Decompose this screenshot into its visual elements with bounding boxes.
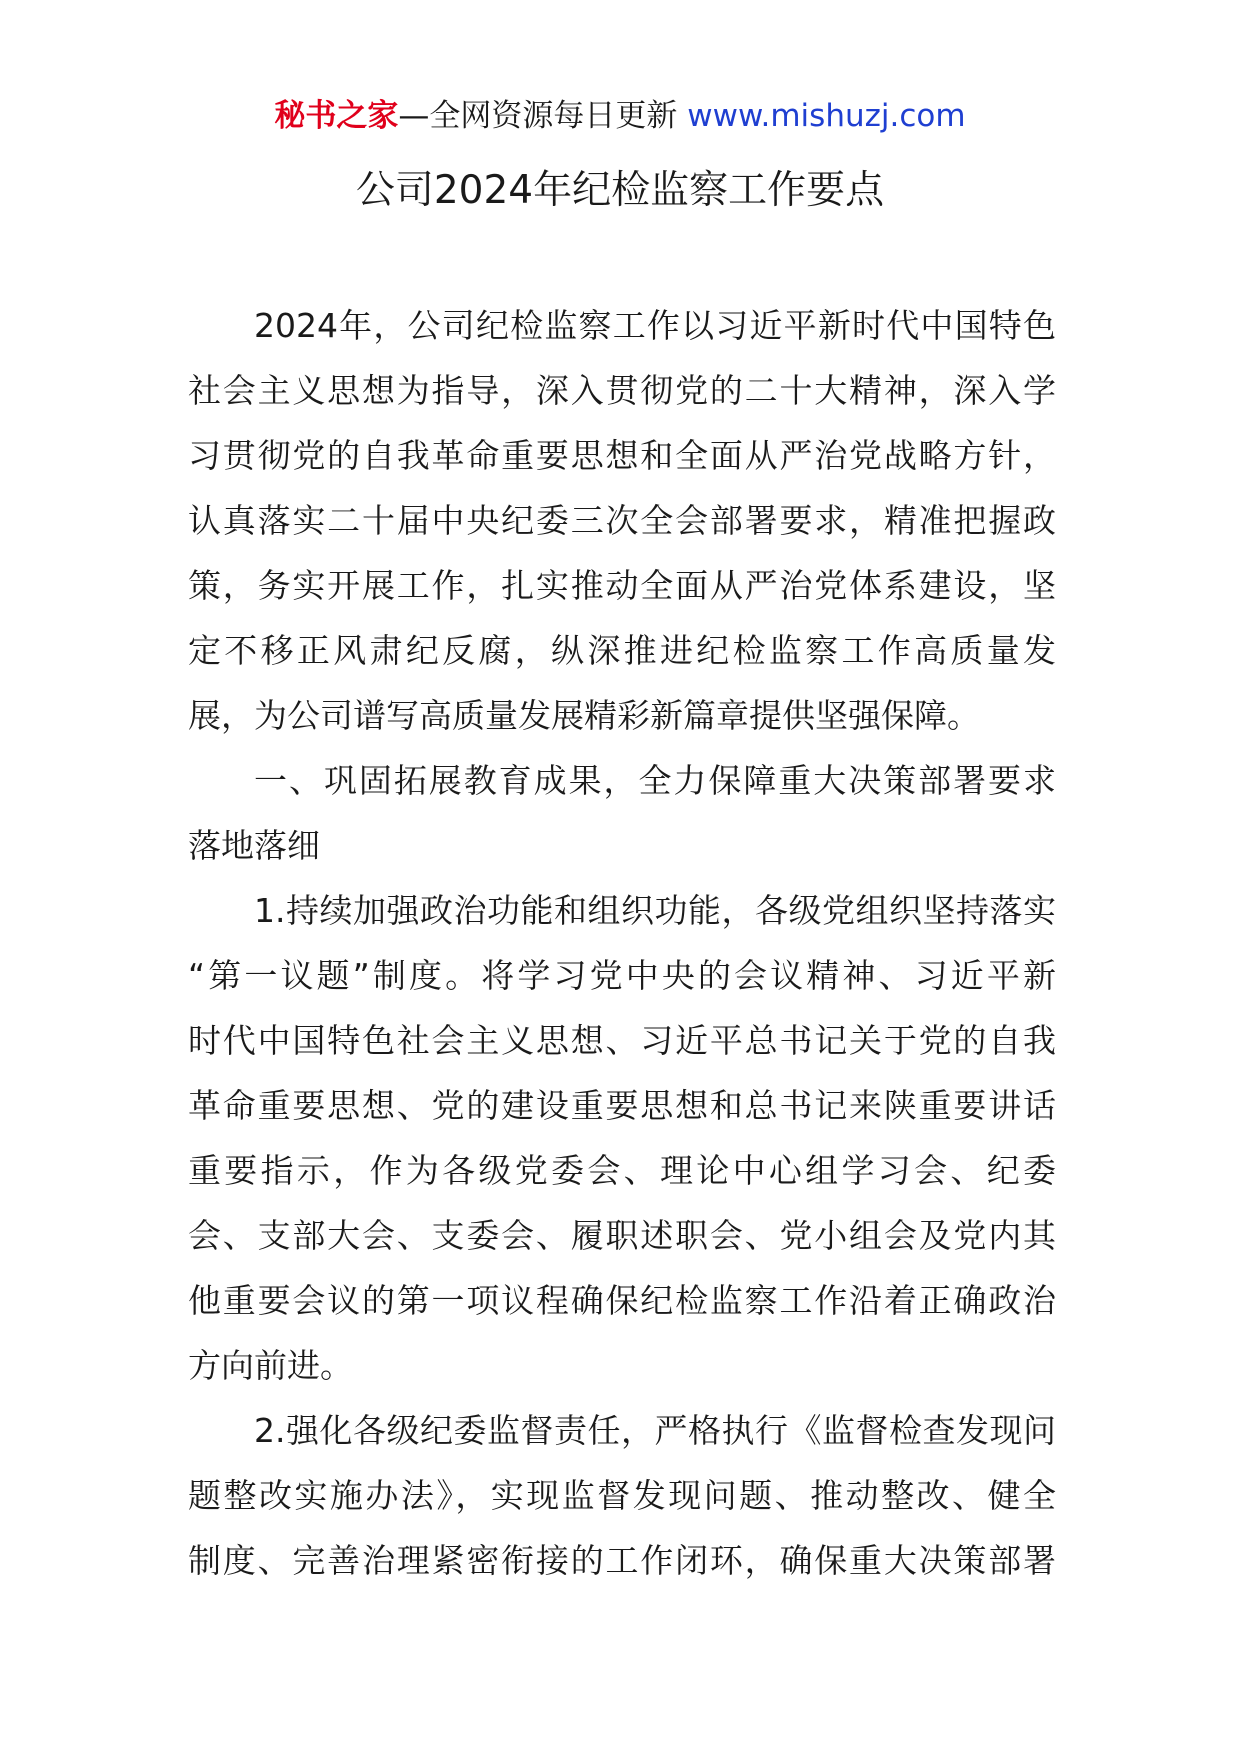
paragraph-line: 社会主义思想为指导，深入贯彻党的二十大精神，深入学 <box>188 371 1056 410</box>
paragraph-line: 策，务实开展工作，扎实推动全面从严治党体系建设，坚 <box>188 566 1056 605</box>
paragraph-line: 会、支部大会、支委会、履职述职会、党小组会及党内其 <box>188 1216 1056 1255</box>
paragraph-line: 习贯彻党的自我革命重要思想和全面从严治党战略方针， <box>188 436 1056 475</box>
paragraph-line: 落地落细 <box>188 826 320 865</box>
paragraph-line: 题整改实施办法》，实现监督发现问题、推动整改、健全 <box>188 1476 1056 1515</box>
document-body <box>188 293 1056 1593</box>
paragraph-line: 时代中国特色社会主义思想、习近平总书记关于党的自我 <box>188 1021 1056 1060</box>
paragraph-line: 定不移正风肃纪反腐，纵深推进纪检监察工作高质量发 <box>188 631 1056 670</box>
paragraph-line: 制度、完善治理紧密衔接的工作闭环，确保重大决策部署 <box>188 1541 1056 1580</box>
paragraph-line: 2024年，公司纪检监察工作以习近平新时代中国特色 <box>254 306 1056 345</box>
paragraph-line: 2.强化各级纪委监督责任，严格执行《监督检查发现问 <box>254 1411 1056 1450</box>
paragraph-line: 一、巩固拓展教育成果，全力保障重大决策部署要求 <box>254 761 1056 800</box>
paragraph-line: 他重要会议的第一项议程确保纪检监察工作沿着正确政治 <box>188 1281 1056 1320</box>
paragraph-line: 方向前进。 <box>188 1346 353 1385</box>
header-tagline: —全网资源每日更新 <box>398 98 688 134</box>
paragraph-line: “第一议题”制度。将学习党中央的会议精神、习近平新 <box>188 956 1056 995</box>
site-header <box>0 96 1240 136</box>
paragraph-line: 革命重要思想、党的建设重要思想和总书记来陕重要讲话 <box>188 1086 1056 1125</box>
brand-name: 秘书之家 <box>274 98 399 134</box>
paragraph-line: 认真落实二十届中央纪委三次全会部署要求，精准把握政 <box>188 501 1056 540</box>
paragraph-line: 1.持续加强政治功能和组织功能，各级党组织坚持落实 <box>254 891 1056 930</box>
paragraph-line: 展，为公司谱写高质量发展精彩新篇章提供坚强保障。 <box>188 696 980 735</box>
paragraph-line: 重要指示，作为各级党委会、理论中心组学习会、纪委 <box>188 1151 1056 1190</box>
document-title: 公司2024年纪检监察工作要点 <box>355 168 885 213</box>
site-url-link[interactable]: www.mishuzj.com <box>687 98 966 134</box>
